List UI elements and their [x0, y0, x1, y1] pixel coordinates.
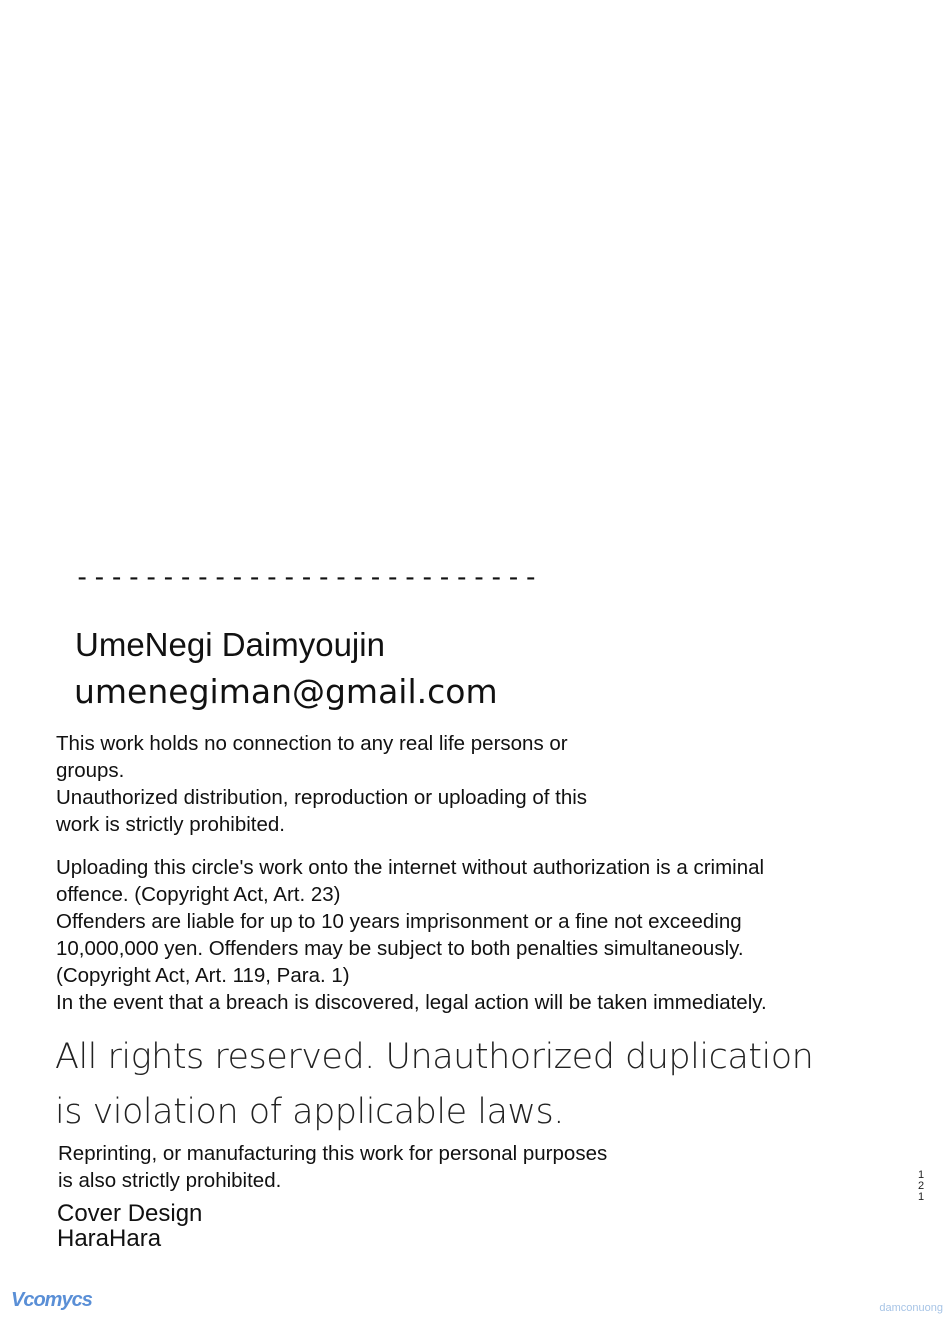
separator-line: --------------------------- [74, 562, 540, 593]
legal-line: (Copyright Act, Art. 119, Para. 1) [56, 964, 350, 987]
legal-line: In the event that a breach is discovered, legal action will be taken immediately. [56, 991, 767, 1014]
legal-line: Uploading this circle's work onto the internet without authorization is a criminal [56, 856, 765, 879]
cover-design-label: Cover Design [57, 1200, 203, 1227]
legal-line: offence. (Copyright Act, Art. 23) [56, 883, 341, 906]
reprint-notice [58, 1140, 607, 1194]
disclaimer-block [56, 730, 587, 838]
legal-line: Offenders are liable for up to 10 years imprisonment or a fine not exceeding [56, 910, 742, 933]
page-number-digit: 1 [917, 1169, 925, 1181]
reprint-line: is also strictly prohibited. [58, 1169, 282, 1192]
disclaimer-line: Unauthorized distribution, reproduction or uploading of this [56, 786, 588, 809]
page-number [917, 1170, 925, 1203]
page-number-digit: 2 [917, 1180, 925, 1192]
legal-line: 10,000,000 yen. Offenders may be subject to both penalties simultaneously. [56, 937, 744, 960]
disclaimer-line: groups. [56, 759, 125, 782]
disclaimer-line: This work holds no connection to any real life persons or [56, 732, 568, 755]
cover-design-credit [57, 1201, 202, 1251]
legal-notice-block [56, 854, 767, 1016]
vcomycs-logo: Vcomycs [11, 1289, 92, 1311]
disclaimer-line: work is strictly prohibited. [56, 813, 285, 836]
reprint-line: Reprinting, or manufacturing this work for personal purposes [58, 1142, 608, 1165]
page-number-digit: 1 [917, 1191, 925, 1203]
rights-line: All rights reserved. Unauthorized duplication [55, 1037, 814, 1077]
cover-designer-name: HaraHara [57, 1225, 162, 1252]
rights-line: is violation of applicable laws. [55, 1092, 564, 1132]
rights-statement [55, 1030, 813, 1140]
author-email: umenegiman@gmail.com [74, 672, 498, 711]
watermark-text: damconuong [879, 1302, 943, 1314]
author-name: UmeNegi Daimyoujin [75, 626, 385, 663]
